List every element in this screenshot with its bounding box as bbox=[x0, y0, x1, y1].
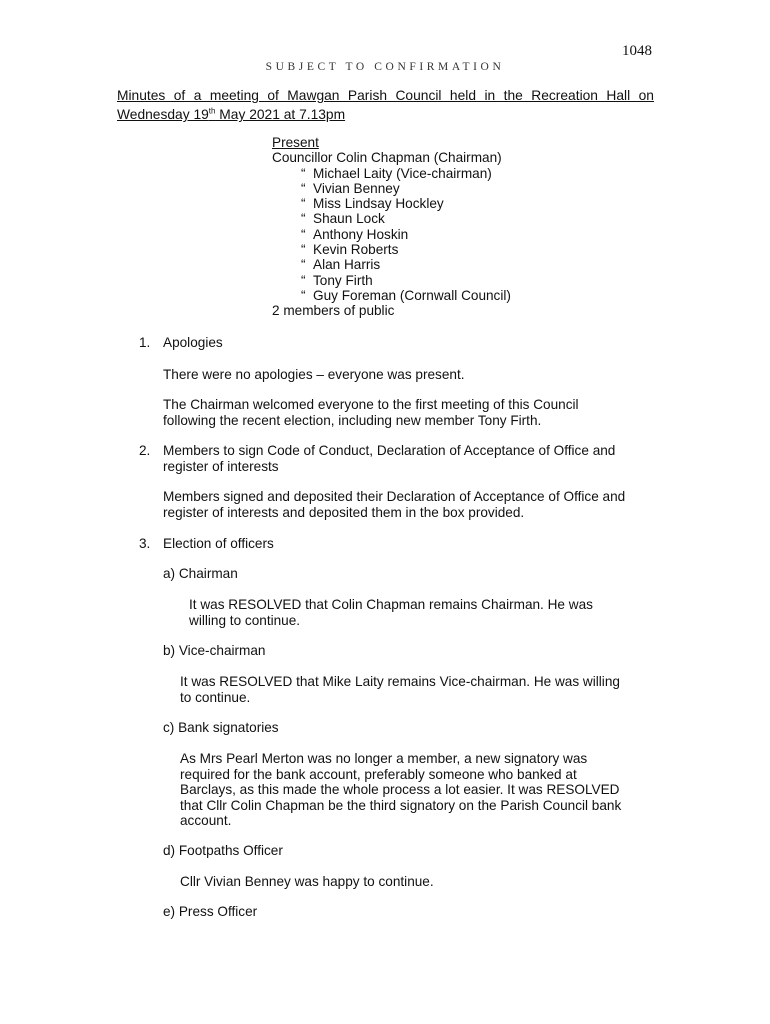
item-3b-text: It was RESOLVED that Mike Laity remains Vice-chairman. He was willing to continue. bbox=[180, 674, 620, 705]
page-number: 1048 bbox=[622, 43, 652, 59]
members-of-public: 2 members of public bbox=[272, 303, 395, 319]
member-entry: “ Guy Foreman (Cornwall Council) bbox=[301, 287, 511, 303]
item-2-text: Members signed and deposited their Declaration of Acceptance of Office and register of interests and deposited them in the box provided. bbox=[163, 489, 626, 520]
item-3a-heading: a) Chairman bbox=[163, 566, 238, 581]
title-line-1: Minutes of a meeting of Mawgan Parish Council held in the Recreation Hall on bbox=[117, 88, 654, 103]
item-3e-heading: e) Press Officer bbox=[163, 904, 258, 919]
item-3c-heading: c) Bank signatories bbox=[163, 720, 279, 735]
item-3c-text: As Mrs Pearl Merton was no longer a member, a new signatory was required for the bank account, preferably someone who banked at Barclays, as this made the whole process a lot easier. It was RESOLVED that Cllr Colin Chapman be the third signatory on the Parish Council bank account. bbox=[180, 751, 622, 828]
item-1-welcome-text: The Chairman welcomed everyone to the first meeting of this Council following the recent election, including new member Tony Firth. bbox=[163, 397, 579, 428]
member-entry: “ Tony Firth bbox=[301, 272, 373, 288]
member-entry: “ Kevin Roberts bbox=[301, 242, 399, 258]
document-title bbox=[117, 88, 654, 123]
member-entry: “ Alan Harris bbox=[301, 257, 381, 273]
member-entry: “ Shaun Lock bbox=[301, 211, 385, 227]
member-entry: “ Vivian Benney bbox=[301, 180, 400, 196]
item-1-apologies-text: There were no apologies – everyone was present. bbox=[163, 367, 465, 382]
member-entry: “ Miss Lindsay Hockley bbox=[301, 196, 444, 212]
subject-to-confirmation-header: SUBJECT TO CONFIRMATION bbox=[265, 61, 505, 73]
item-3a-text: It was RESOLVED that Colin Chapman remains Chairman. He was willing to continue. bbox=[189, 597, 593, 628]
item-3-heading: 3. Election of officers bbox=[139, 536, 274, 551]
member-entry: “ Michael Laity (Vice-chairman) bbox=[301, 165, 492, 181]
title-line-2: Wednesday 19th May 2021 at 7.13pm bbox=[117, 106, 346, 123]
attendance-list bbox=[272, 135, 511, 319]
member-entry: “ Anthony Hoskin bbox=[301, 226, 409, 242]
item-2-heading: 2. Members to sign Code of Conduct, Declaration of Acceptance of Office and register of interests bbox=[139, 443, 616, 474]
item-3d-text: Cllr Vivian Benney was happy to continue. bbox=[180, 874, 434, 889]
chairman-entry: Councillor Colin Chapman (Chairman) bbox=[272, 150, 502, 166]
present-heading: Present bbox=[272, 135, 319, 150]
item-1-heading: 1. Apologies bbox=[139, 335, 223, 350]
item-3b-heading: b) Vice-chairman bbox=[163, 643, 266, 658]
item-3d-heading: d) Footpaths Officer bbox=[163, 843, 283, 858]
